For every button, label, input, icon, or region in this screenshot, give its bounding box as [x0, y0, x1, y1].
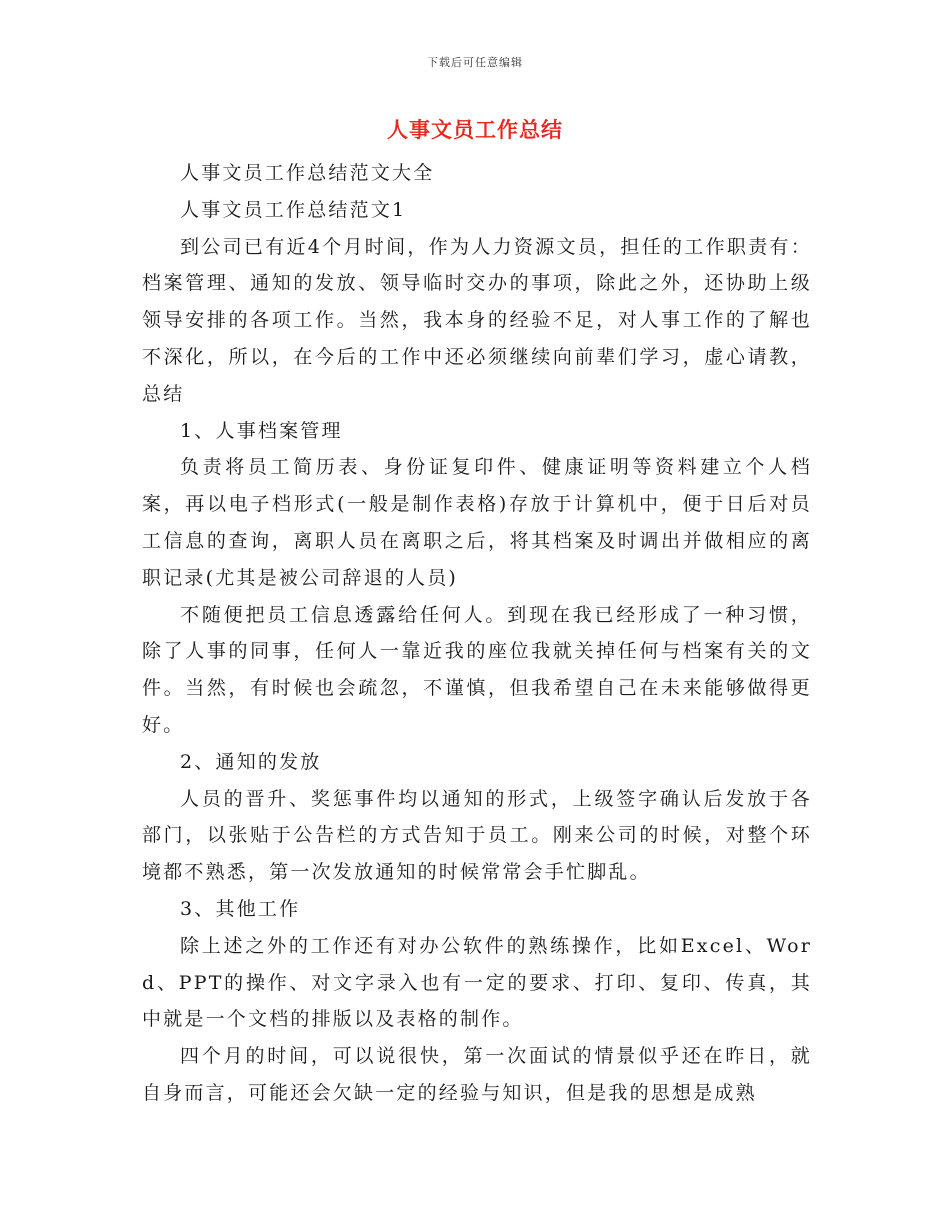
heading-notice-distribution: 2、通知的发放: [180, 750, 322, 773]
paragraph-section-heading: 人事文员工作总结范文1: [180, 198, 407, 221]
paragraph-other-work: 除上述之外的工作还有对办公软件的熟练操作，比如Excel、Word、PPT的操作、对文字录入也有一定的要求、打印、复印、传真，其中就是一个文档的排版以及表格的制作。: [142, 934, 812, 1031]
paragraph-intro: 到公司已有近4个月时间，作为人力资源文员，担任的工作职责有：档案管理、通知的发放、领导临时交办的事项，除此之外，还协助上级领导安排的各项工作。当然，我本身的经验不足，对人事工作的了解也不深化，所以，在今后的工作中还必须继续向前辈们学习，虚心请教，总结: [142, 235, 812, 405]
heading-other-work: 3、其他工作: [180, 897, 301, 920]
paragraph-notice: 人员的晋升、奖惩事件均以通知的形式，上级签字确认后发放于各部门，以张贴于公告栏的方式告知于员工。刚来公司的时候，对整个环境都不熟悉，第一次发放通知的时候常常会手忙脚乱。: [142, 787, 812, 884]
paragraph-archive-2: 不随便把员工信息透露给任何人。到现在我已经形成了一种习惯，除了人事的同事，任何人一靠近我的座位我就关掉任何与档案有关的文件。当然，有时候也会疏忽，不谨慎，但我希望自己在未来能够做得更好。: [142, 603, 812, 736]
document-title: 人事文员工作总结: [387, 118, 563, 142]
paragraph-archive-1: 负责将员工简历表、身份证复印件、健康证明等资料建立个人档案，再以电子档形式(一般是制作表格)存放于计算机中，便于日后对员工信息的查询，离职人员在离职之后，将其档案及时调出并做相应的离职记录(尤其是被公司辞退的人员): [142, 456, 812, 589]
document-body: [142, 155, 812, 1112]
paragraph-reflection: 四个月的时间，可以说很快，第一次面试的情景似乎还在昨日，就自身而言，可能还会欠缺一定的经验与知识，但是我的思想是成熟: [142, 1045, 812, 1104]
paragraph-subtitle: 人事文员工作总结范文大全: [180, 162, 435, 184]
header-note: 下载后可任意编辑: [427, 56, 523, 69]
heading-archive-management: 1、人事档案管理: [180, 419, 343, 442]
